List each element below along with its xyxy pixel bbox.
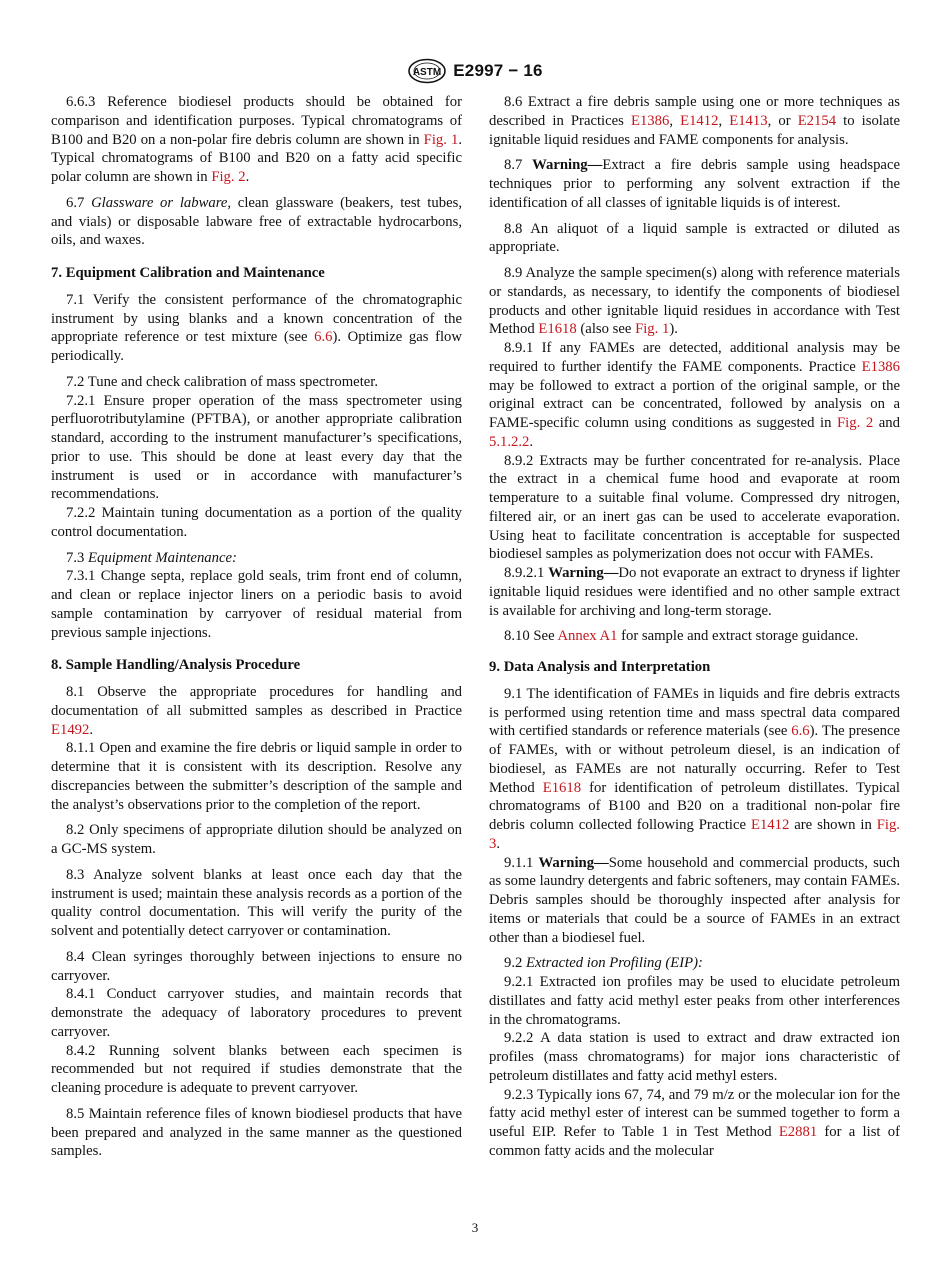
para-9-2: 9.2 Extracted ion Profiling (EIP):: [504, 955, 703, 972]
svg-text:ASTM: ASTM: [413, 67, 442, 78]
para-8-8: 8.8 An aliquot of a liquid sample is extracted or diluted as appropriate.: [489, 220, 900, 256]
link-fig-3[interactable]: Fig. 3: [489, 817, 900, 852]
para-9-2-2: 9.2.2 A data station is used to extract and draw extracted ion profiles (mass chromatograms) for major ions characteristic of petroleum distillates and fatty acid methyl esters.: [489, 1030, 900, 1084]
link-e1412[interactable]: E1412: [680, 112, 719, 129]
section-heading-8: 8. Sample Handling/Analysis Procedure: [51, 657, 301, 674]
document-designation: E2997 − 16: [453, 61, 543, 80]
right-column: [489, 93, 900, 1161]
para-8-9-1: 8.9.1 If any FAMEs are detected, additional analysis may be required to further identify the FAME components. Practice E1386 may be followed to extract a portion of the original sample, or the original extract can be concentrated, followed by analysis on a FAME-specific column using conditions as suggested in Fig. 2 and 5.1.2.2.: [489, 340, 901, 450]
para-8-1-1: 8.1.1 Open and examine the fire debris or liquid sample in order to determine that it is consistent with its description. Resolve any discrepancies between the submitter’s description of the sample and the analyst’s observations prior to the completion of the report.: [51, 740, 463, 813]
link-e1492[interactable]: E1492: [51, 721, 90, 738]
left-column: [51, 93, 462, 1161]
para-8-10: 8.10 See Annex A1 for sample and extract storage guidance.: [504, 628, 859, 645]
para-8-4-2: 8.4.2 Running solvent blanks between each specimen is recommended but not required if studies demonstrate that the cleaning procedure is adequate to prevent carryover.: [51, 1042, 462, 1096]
section-heading-9: 9. Data Analysis and Interpretation: [489, 659, 711, 675]
para-8-4-1: 8.4.1 Conduct carryover studies, and maintain records that demonstrate the adequacy of laboratory procedures to prevent carryover.: [51, 986, 462, 1040]
link-fig-1[interactable]: Fig. 1: [423, 131, 459, 148]
para-8-7: 8.7 Warning—Extract a fire debris sample using headspace techniques prior to performing any solvent extraction if the identification of all classes of ignitable liquids is of interest.: [489, 157, 900, 211]
para-6-7: 6.7 Glassware or labware, clean glassware (beakers, test tubes, and vials) or disposable labware free of extractable hydrocarbons, oils, and waxes.: [51, 194, 462, 249]
para-8-9-2-1: 8.9.2.1 Warning—Do not evaporate an extract to dryness if lighter ignitable liquid residues were identified and no other sample extract is available for archiving and long-term storage.: [489, 565, 900, 619]
link-e1618[interactable]: E1618: [542, 779, 582, 796]
para-7-2: 7.2 Tune and check calibration of mass spectrometer.: [66, 373, 379, 390]
page-number: 3: [471, 1220, 479, 1235]
link-e1386[interactable]: E1386: [630, 112, 670, 129]
para-8-9: 8.9 Analyze the sample specimen(s) along with reference materials or standards, as necessary, to identify the components of biodiesel products and other ignitable liquid residues in accordance with Test Method E1618 (also see Fig. 1).: [489, 265, 900, 338]
para-8-2: 8.2 Only specimens of appropriate dilution should be analyzed on a GC-MS system.: [51, 822, 463, 857]
para-8-6: 8.6 Extract a fire debris sample using one or more techniques as described in Practices E1386, E1412, E1413, or E2154 to isolate ignitable liquid residues and FAME components for analysis.: [489, 94, 901, 148]
para-8-4: 8.4 Clean syringes thoroughly between injections to ensure no carryover.: [51, 948, 463, 984]
para-6-6-3: 6.6.3 Reference biodiesel products should be obtained for comparison and identification purposes. Typical chromatograms of B100 and B20 on a non-polar fire debris column are shown in Fig. 1. Typical chromatograms of B100 and B20 on a fatty acid specific polar column are shown in Fig. 2.: [51, 94, 463, 185]
link-e2881[interactable]: E2881: [778, 1124, 818, 1140]
para-8-3: 8.3 Analyze solvent blanks at least once each day that the instrument is used; maintain these analysis records as a portion of the quality control documentation. This will verify the purity of the solvent and potentially detect carryover or contamination.: [51, 866, 462, 939]
para-7-3-1: 7.3.1 Change septa, replace gold seals, trim front end of column, and clean or replace injector liners on a periodic basis to avoid sample contamination by carryover of residual material from previous sample injections.: [51, 568, 463, 641]
link-fig-2[interactable]: Fig. 2: [837, 415, 874, 431]
link-e1386[interactable]: E1386: [861, 358, 900, 375]
para-7-2-2: 7.2.2 Maintain tuning documentation as a portion of the quality control documentation.: [51, 505, 462, 540]
para-9-2-3: 9.2.3 Typically ions 67, 74, and 79 m/z or the molecular ion for the fatty acid methyl ester of interest can be summed together to form a useful EIP. Refer to Table 1 in Test Method E2881 for a list of common fatty acids and the molecular: [489, 1086, 900, 1159]
link-e2154[interactable]: E2154: [797, 112, 837, 129]
para-8-5: 8.5 Maintain reference files of known biodiesel products that have been prepared and analyzed in the same manner as the questioned samples.: [51, 1105, 462, 1160]
para-8-9-2: 8.9.2 Extracts may be further concentrated for re-analysis. Place the extract in a chemical fume hood and evaporate at room temperature to a suitable final volume. Compressed dry nitrogen, filtered air, or an inert gas can be used to accelerate evaporation. Using heat to facilitate concentration is acceptable for suspected biodiesel samples as polymerization does not occur with FAMEs.: [489, 452, 901, 563]
link-fig-1[interactable]: Fig. 1: [635, 321, 670, 338]
para-8-1: 8.1 Observe the appropriate procedures for handling and documentation of all submitted samples as described in Practice E1492.: [51, 684, 463, 738]
link-annex-a1[interactable]: Annex A1: [557, 628, 618, 645]
link-e1618[interactable]: E1618: [538, 321, 577, 338]
link-5-1-2-2[interactable]: 5.1.2.2: [489, 433, 530, 450]
para-9-1-1: 9.1.1 Warning—Some household and commercial products, such as some laundry detergents and fabric softeners, may contain FAMEs. Debris samples should be thoroughly inspected after analysis for items or materials that could be a source of FAMEs in an extract other than a biodiesel fuel.: [489, 854, 901, 946]
para-7-2-1: 7.2.1 Ensure proper operation of the mass spectrometer using perfluorotributylamine (PFTBA), or another appropriate calibration standard, according to the instrument manufacturer’s specifications, prior to use. This should be done at least every day that the instrument is used or in accordance with manufacturer’s recommendations.: [51, 392, 463, 503]
para-7-3: 7.3 Equipment Maintenance:: [66, 549, 237, 566]
link-e1412[interactable]: E1412: [750, 817, 790, 833]
para-7-1: 7.1 Verify the consistent performance of the chromatographic instrument by using blanks and a known concentration of the appropriate reference or test mixture (see 6.6). Optimize gas flow periodically.: [51, 291, 462, 364]
para-9-1: 9.1 The identification of FAMEs in liquids and fire debris extracts is performed using retention time and mass spectral data compared with certified standards or reference materials (see 6.6). The presence of FAMEs, with or without petroleum diesel, is an indication of biodiesel, as FAMEs are not naturally occurring. Refer to Test Method E1618 for identification of petroleum distillates. Typical chromatograms of B100 and B20 on a traditional non-polar fire debris column collected following Practice E1412 are shown in Fig. 3.: [489, 685, 900, 852]
astm-logo-icon: [407, 58, 447, 84]
page-header: [0, 56, 950, 86]
link-6-6[interactable]: 6.6: [314, 329, 333, 346]
link-fig-2[interactable]: Fig. 2: [211, 169, 246, 185]
link-6-6[interactable]: 6.6: [791, 723, 810, 740]
section-heading-7: 7. Equipment Calibration and Maintenance: [51, 265, 325, 281]
para-9-2-1: 9.2.1 Extracted ion profiles may be used to elucidate petroleum distillates and fatty acid methyl ester peaks from other interferences in the chromatograms.: [489, 974, 900, 1028]
link-e1413[interactable]: E1413: [729, 112, 768, 129]
